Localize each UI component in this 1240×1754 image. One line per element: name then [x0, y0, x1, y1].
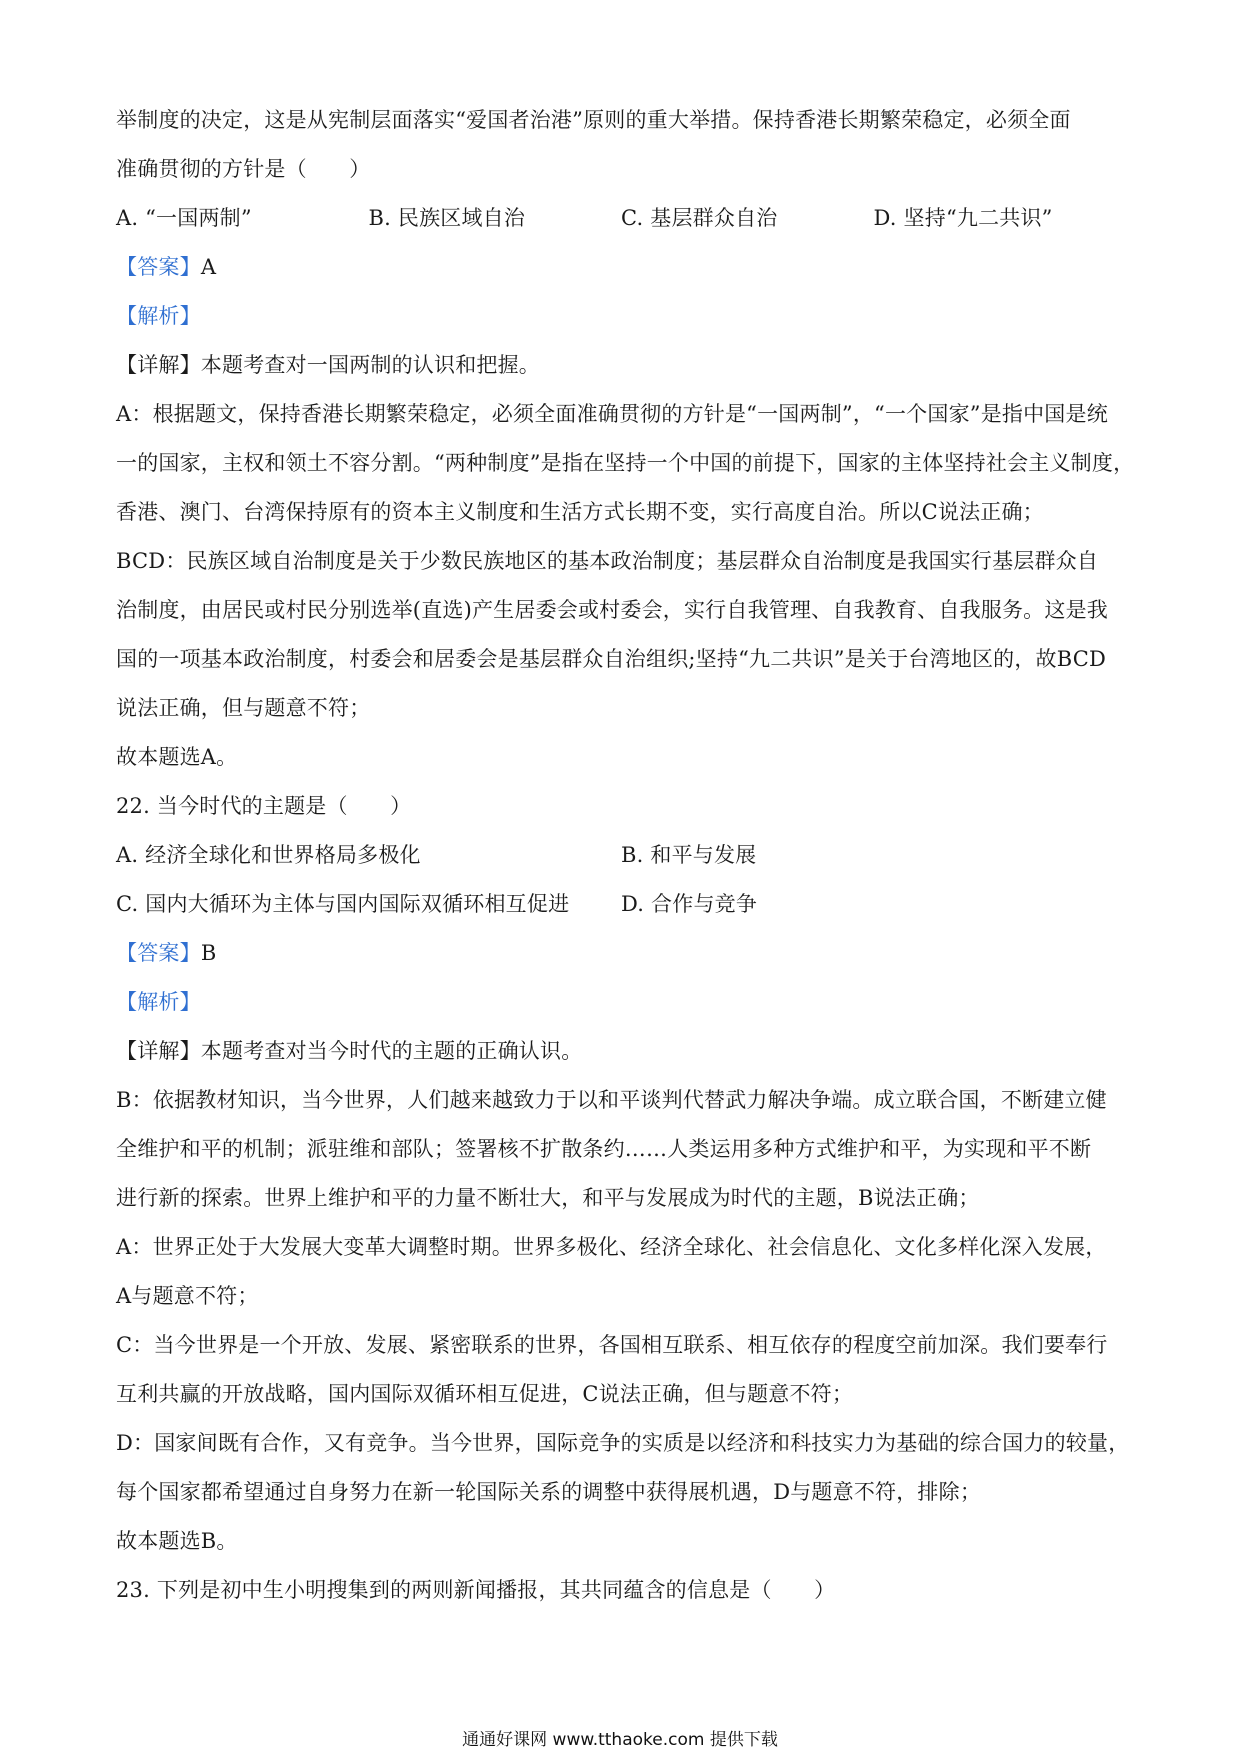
- q21-option-d: D. 坚持“九二共识”: [873, 206, 1053, 230]
- q22-option-d: D. 合作与竞争: [621, 892, 758, 916]
- q21-detail-line: 香港、澳门、台湾保持原有的资本主义制度和生活方式长期不变，实行高度自治。所以C说法正确；: [116, 500, 1044, 524]
- q21-detail-line: 治制度，由居民或村民分别选举(直选)产生居委会或村委会，实行自我管理、自我教育、自我服务。这是我: [116, 598, 1108, 622]
- q22-detail-line: 每个国家都希望通过自身努力在新一轮国际关系的调整中获得展机遇，D与题意不符，排除；: [116, 1480, 982, 1504]
- q21-stem-line-1: 举制度的决定，这是从宪制层面落实“爱国者治港”原则的重大举措。保持香港长期繁荣稳定，必须全面: [116, 108, 1071, 132]
- q21-detail-line: BCD：民族区域自治制度是关于少数民族地区的基本政治制度；基层群众自治制度是我国实行基层群众自: [116, 549, 1099, 573]
- q22-detail-line: 【详解】本题考查对当今时代的主题的正确认识。: [116, 1039, 583, 1063]
- q22-option-b: B. 和平与发展: [621, 843, 757, 867]
- answer-tag: 【答案】: [116, 255, 201, 279]
- q22-option-a: A. 经济全球化和世界格局多极化: [116, 843, 421, 867]
- q21-option-c: C. 基层群众自治: [621, 206, 778, 230]
- q22-detail-line: B：依据教材知识，当今世界，人们越来越致力于以和平谈判代替武力解决争端。成立联合国，不断建立健: [116, 1088, 1107, 1112]
- q22-detail-line: C：当今世界是一个开放、发展、紧密联系的世界，各国相互联系、相互依存的程度空前加深。我们要奉行: [116, 1333, 1108, 1357]
- q22-detail-line: A：世界正处于大发展大变革大调整时期。世界多极化、经济全球化、社会信息化、文化多样化深入发展，: [116, 1235, 1107, 1259]
- q22-answer-value: B: [200, 941, 217, 965]
- q22-conclusion: 故本题选B。: [116, 1529, 238, 1553]
- analysis-tag: 【解析】: [116, 304, 201, 328]
- q22-options-row-2: [116, 880, 1126, 929]
- q21-answer: [116, 243, 1126, 292]
- q21-analysis-heading: [116, 292, 1126, 341]
- q21-detail-line: 一的国家，主权和领土不容分割。“两种制度”是指在坚持一个中国的前提下，国家的主体坚持社会主义制度，: [116, 451, 1135, 475]
- q21-conclusion: 故本题选A。: [116, 745, 238, 769]
- page-footer: 通通好课网 www.tthaoke.com 提供下载: [462, 1730, 778, 1750]
- q21-detail-line: A：根据题文，保持香港长期繁荣稳定，必须全面准确贯彻的方针是“一国两制”，“一个国家”是指中国是统: [116, 402, 1108, 426]
- q22-detail-line: D：国家间既有合作，又有竞争。当今世界，国际竞争的实质是以经济和科技实力为基础的综合国力的较量，: [116, 1431, 1130, 1455]
- q21-stem-line-2: 准确贯彻的方针是（ ）: [116, 157, 371, 181]
- q22-detail-line: 全维护和平的机制；派驻维和部队；签署核不扩散条约……人类运用多种方式维护和平，为实现和平不断: [116, 1137, 1092, 1161]
- q22-detail-line: 进行新的探索。世界上维护和平的力量不断壮大，和平与发展成为时代的主题，B说法正确；: [116, 1186, 980, 1210]
- q22-analysis-heading: [116, 978, 1126, 1027]
- analysis-tag: 【解析】: [116, 990, 201, 1014]
- answer-tag: 【答案】: [116, 941, 201, 965]
- q21-detail-line: 国的一项基本政治制度，村委会和居委会是基层群众自治组织;坚持“九二共识”是关于台湾地区的，故BCD: [116, 647, 1107, 671]
- q21-answer-value: A: [200, 255, 217, 279]
- q22-detail-line: 互利共赢的开放战略，国内国际双循环相互促进，C说法正确，但与题意不符；: [116, 1382, 854, 1406]
- q22-option-c: C. 国内大循环为主体与国内国际双循环相互促进: [116, 892, 570, 916]
- q21-option-a: A. “一国两制”: [116, 206, 252, 230]
- exam-page: [116, 96, 1135, 1615]
- q22-answer: [116, 929, 1126, 978]
- q21-options: [116, 194, 1126, 243]
- q21-option-b: B. 民族区域自治: [368, 206, 526, 230]
- q23-stem: 23. 下列是初中生小明搜集到的两则新闻播报，其共同蕴含的信息是（ ）: [116, 1578, 836, 1602]
- q22-options-row-1: [116, 831, 1126, 880]
- q21-detail-line: 说法正确，但与题意不符；: [116, 696, 371, 720]
- q21-detail-line: 【详解】本题考查对一国两制的认识和把握。: [116, 353, 540, 377]
- q22-stem: 22. 当今时代的主题是（ ）: [116, 794, 412, 818]
- q22-detail-line: A与题意不符；: [116, 1284, 259, 1308]
